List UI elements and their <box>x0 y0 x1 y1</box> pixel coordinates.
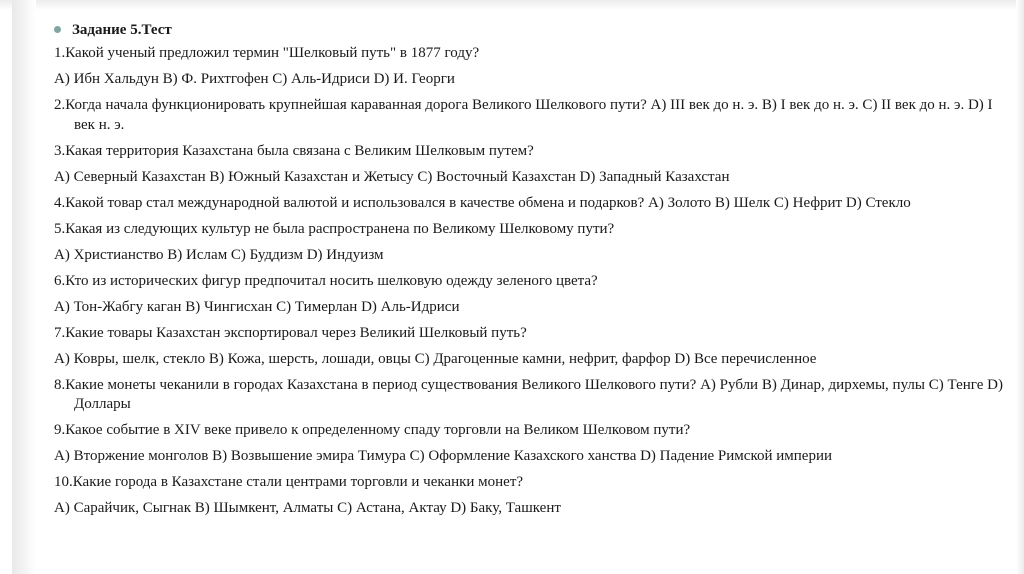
answers-5: А) Христианство В) Ислам С) Буддизм D) Индуизм <box>54 246 384 263</box>
question-9: 9.Какое событие в XIV веке привело к определенному спаду торговли на Великом Шелковом пути? <box>54 422 691 438</box>
question-8: 8.Какие монеты чеканили в городах Казахстана в период существования Великого Шелкового пути? А) Рубли В) Динар, дирхемы, пулы С) Тенге D) Доллары <box>54 376 1003 412</box>
task-heading-text: Задание 5.Тест <box>72 22 172 38</box>
slide-frame-left <box>12 0 36 574</box>
slide-frame-right <box>1016 0 1024 574</box>
slide-frame-top <box>0 0 1024 10</box>
answers-6: А) Тон-Жабгу каган В) Чингисхан С) Тимерлан D) Аль-Идриси <box>54 298 460 315</box>
question-6: 6.Кто из исторических фигур предпочитал носить шелковую одежду зеленого цвета? <box>54 272 598 289</box>
answers-9: А) Вторжение монголов В) Возвышение эмира Тимура С) Оформление Казахского ханства D) Падение Римской империи <box>54 448 833 464</box>
question-7: 7.Какие товары Казахстан экспортировал через Великий Шелковый путь? <box>54 324 527 341</box>
answers-3: А) Северный Казахстан В) Южный Казахстан и Жетысу С) Восточный Казахстан D) Западный Казахстан <box>54 168 730 185</box>
question-3: 3.Какая территория Казахстана была связана с Великим Шелковым путем? <box>54 142 534 159</box>
task-heading <box>54 20 1004 40</box>
question-1: 1.Какой ученый предложил термин "Шелковый путь" в 1877 году? <box>54 45 480 61</box>
question-10: 10.Какие города в Казахстане стали центрами торговли и чеканки монет? <box>54 474 524 490</box>
test-content <box>54 20 1004 525</box>
question-5: 5.Какая из следующих культур не была распространена по Великому Шелковому пути? <box>54 220 615 237</box>
answers-7: А) Ковры, шелк, стекло В) Кожа, шерсть, лошади, овцы С) Драгоценные камни, нефрит, фарфор D) Все перечисленное <box>54 350 817 367</box>
answers-10: А) Сарайчик, Сыгнак В) Шымкент, Алматы С) Астана, Актау D) Баку, Ташкент <box>54 500 561 516</box>
question-2: 2.Когда начала функционировать крупнейшая караванная дорога Великого Шелкового пути? А) III век до н. э. В) I век до н. э. С) II век до н. э. D) I век н. э. <box>54 97 993 133</box>
answers-1: А) Ибн Хальдун В) Ф. Рихтгофен С) Аль-Идриси D) И. Георги <box>54 71 455 87</box>
question-4: 4.Какой товар стал международной валютой и использовался в качестве обмена и подарков? А) Золото В) Шелк С) Нефрит D) Стекло <box>54 194 911 211</box>
bullet-icon <box>54 26 61 33</box>
